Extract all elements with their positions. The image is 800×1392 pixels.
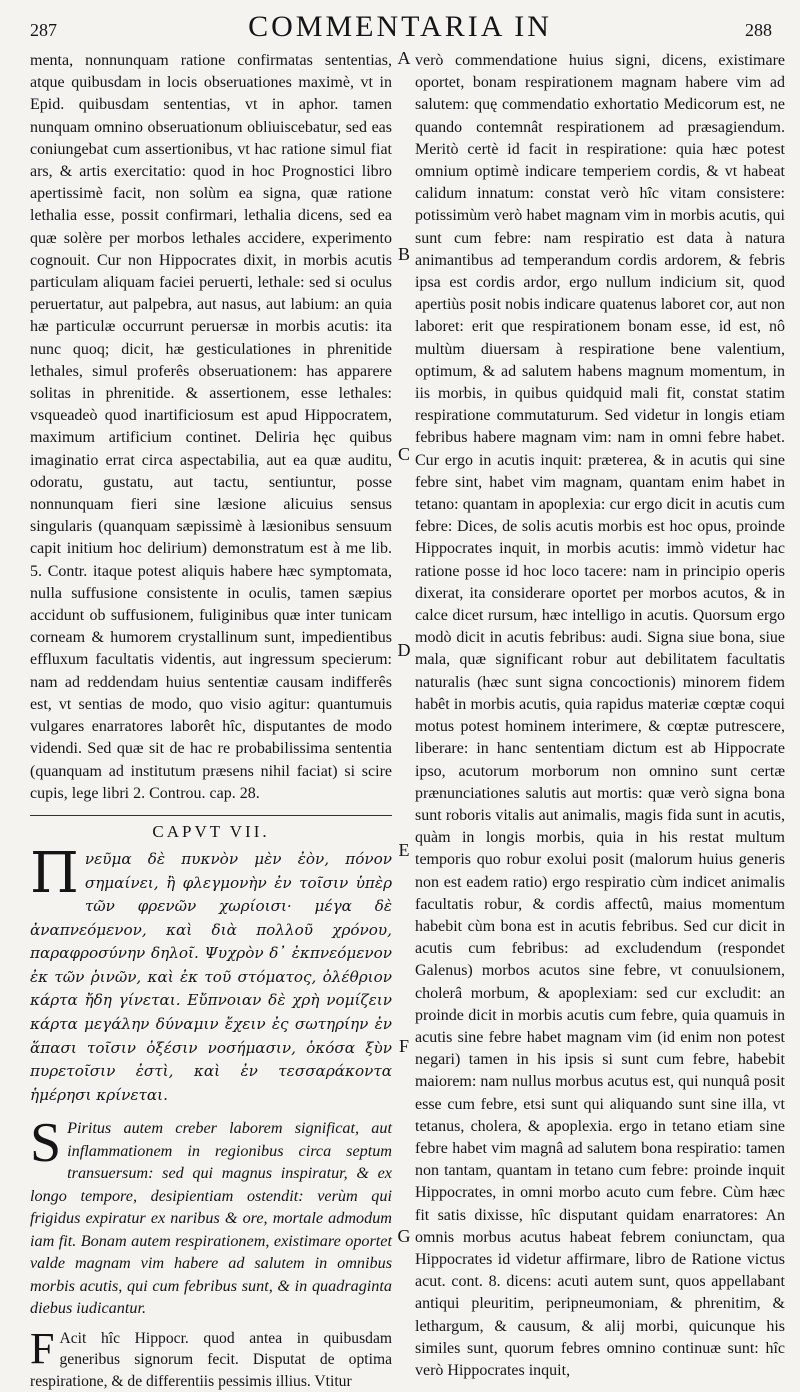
margin-letter-f: F [398, 1036, 409, 1056]
page-header [0, 6, 800, 48]
margin-letter-c: C [397, 444, 410, 464]
latin-dropcap: S [30, 1112, 62, 1175]
commentary-start [30, 1323, 392, 1392]
latin-text: Piritus autem creber laborem significat, aut inflammationem in regionibus circa septum transuersum: sed qui magnus inspiratur, & ex longo tempore, desipientiam ostendit: verùm qui frigidus expiratur ex naribus & ore, mortale admodum iam fit. Bonam autem respirationem, existimare oportet valde magnam vim habere ad salutem in omnibus morbis acutis, qui cum febribus sunt, & in quadraginta diebus iudicantur. [30, 1119, 392, 1318]
page-number-left: 287 [30, 20, 57, 40]
greek-text: νεῦμα δὲ πυκνὸν μὲν ἐὸν, πόνον σημαίνει, ἢ φλεγμονὴν ἐν τοῖσιν ὑπὲρ τῶν φρενῶν χωρίοισι· μέγα δὲ ἀναπνεόμενον, καὶ διὰ πολλοῦ χρόνου, παραφροσύνην δηλοῖ. Ψυχρὸν δ᾽ ἐκπνεόμενον ἐκ τῶν ῥινῶν, καὶ ἐκ τοῦ στόματος, ὀλέθριον κάρτα ἤδη γίνεται. Εὔπνοιαν δὲ χρὴ νομίζειν κάρτα μεγάλην δύναμιν ἔχειν ἐς σωτηρίην ἐν ἅπασι τοῖσιν ὀξέσιν νοσήμασιν, ὁκόσα ξὺν πυρετοῖσιν ἐστὶ, καὶ ἐν τεσσαράκοντα ἡμέρησι κρίνεται. [30, 849, 392, 1104]
right-column [415, 50, 785, 1380]
commentary-paragraph: menta, nonnunquam ratione confirmatas sententias, atque quibusdam in locis obseruationes maximè, vt in Epid. quibusdam sententias, vt in aphor. tamen nunquam omnino obseruationum obliuiscebatur, sed eas coniungebat cum assertionibus, vt hac ratione simul fiat ars, & artis exercitatio: quod in hoc Prognostici libro apertissimè facit, non solùm ea signa, quæ ratione lethalia esse, possit confirmari, lethalia dicens, sed ea quæ solère per morbos lethales accidere, experimento cognouit. Cur non Hippocrates dixit, in morbis acutis particulam aliquam faciei peruerti, lethale: sed si oculus peruertatur, aut palpebra, aut nasus, aut labium: an quia hæ particulæ occurrunt peruersæ in morbis acutis: ita nunc quoq; dicit, hæ gesticulationes in phrenitide lethales, simul proferês obseruationem: has apparere solitas in phrenitide. & assertionem, esse lethales: vsqueadeò quod inartificiosum est apud Hippocratem, maximum artificium continet. Deliria hęc quibus imaginatio errat circa aspectabilia, aut ea quæ auditu, odoratu, gustatu, aut tactu, sentiuntur, posse nonnunquam fieri sine læsione alicuius sensus singularis (quanquam sæpissimè à læsionibus sensuum capit initium hoc delirium) demonstratum est à me lib. 5. Contr. itaque potest aliquis habere hæc symptomata, nulla suffusione consistente in oculis, tamen sæpius accidunt ob suffusionem, fuliginibus quæ inter tunicam corneam & humorem crystallinum sunt, impedientibus effluxum facultatis videntis, aut ingressum specierum: nam ad reddendam huius sententiæ causam indifferês est, vt sentias de modo, quo visio agitur: quantumuis vulgares enarratores laborêt hîc, disputantes de modo videndi. Sed quæ sit de hac re probabilissima sententia (quanquam ad institutum præsens nihil faciat) si scire cupis, lege libri 2. Controu. cap. 28. [30, 52, 392, 802]
margin-letter-e: E [398, 840, 410, 860]
page-number-right: 288 [745, 20, 772, 40]
margin-letter-b: B [397, 244, 410, 264]
commentary-paragraph-right: verò commendatione huius signi, dicens, existimare oportet, bonam respirationem magnam habere vim ad salutem: quę commendatio exhortatio Medicorum est, ne quando contemnât respirationem ad præsagiendum. Meritò certè id facit in respiratione: quia hæc potest omnium optimè indicare temperiem cordis, & vt habeat calidum innatum: constat verò hîc vitam consistere: potissimùm verò habet magnam vim in morbis acutis, qui sunt cum febre: nam respiratio est data à natura animantibus ad temperandum cordis ardorem, & febris ipsa est cordis ardor, ergo nullum indicium sit, quod apertiùs posit nobis indicare quatenus laboret cor, aut non laboret: erit que respirationem bonam esse, id est, nô multùm diuersam à respiratione bene valentium, optimum, & ad salutem habens magnum momentum, in iis morbis, in quibus quidquid mali fit, constat statim respiratione commutaturum. Sed videtur in longis etiam febribus habere magnam vim: nam in omni febre habet. Cur ergo in acutis inquit: præterea, & in acutis qui sine febre sint, habet vim magnam, quantam enim habet in tetano: quantam in apoplexia: cur ergo dicit in acutis cum febre: Dices, de solis acutis morbis est hoc opus, proinde Hippocrates inquit, in morbis acutis: immò videtur hac ratione posse id hoc loco tacere: nam in principio operis dixerat, ita considerare oportet per morbos acutos, & in calce dicet rursum, hæc intelligo in acutis. Quorsum ergo modò dicit in acutis febribus: audi. Signa siue bona, siue mala, quæ significant robur aut debilitatem facultatis naturalis (hæc sunt signa concoctionis) minorem fidem habêt in morbis acutis, quia rapidus materiæ cœptæ coqui motus potest hominem interimere, & cœptæ putrescere, liberare: in hanc sententiam dictum est ab Hippocrate ipso, acutorum morborum non omnino sunt certæ prænunciationes salutis aut mortis: quæ verò signa bona sunt roboris vitalis aut animalis, magis fida sunt in acutis, quàm in longis morbis, quia in his restat multum temporis quo robur exolui posit (malorum huius generis non est eadem ratio) ergo respiratio cùm indicet animalis facultatis robur, & cordis affectû, maius momentum habebit cùm bona est in acutis febribus. Sed cur dicit in acutis cum febribus: ad excludendum (respondet Galenus) morbos acutos sine febre, vt conuulsionem, cholerâ morbum, & apoplexiam: sed cur excludit: an proinde dicit in morbis acutis cum febre, quia quamuis in acutis sine febre habet magnam vim (id enim non potest negari) tamen in his ipsis si sunt cum febre, habebit maiorem: nam nullus morbus acutus est, qui nunquâ posit esse cum febre, etsi sunt qui aliquando sunt sine illa, vt tetanus, cholera, & apoplexia. ergo in tetano etiam sine febre habet vim magnâ ad salutem bona respiratio: tamen non tantam, quantam in tetano cum febre: proinde inquit Hippocrates, in omni morbo acuto cum febre. Cùm hæc fit satis dixisse, hîc disputant quidam enarratores: An omnis morbus acutus habeat febrem coniunctam, qua Hippocrates id videtur affirmare, libro de Ratione victus acut. cont. 8. dicens: acuti autem sunt, quos appellabant antiqui pleuritim, peripneumoniam, & phrenitim, & lethargum, & causum, & alij morbi, quicunque his similes sunt, quorum febres omnino continuæ sunt: hîc verò Hippocrates inquit, [415, 52, 785, 1379]
greek-dropcap: Π [30, 840, 79, 906]
margin-letter-g: G [397, 1226, 411, 1246]
commentary-dropcap: F [30, 1323, 55, 1373]
left-column [30, 50, 392, 1390]
greek-aphorism [30, 840, 392, 1108]
commentary-start-text: Acit hîc Hippocr. quod antea in quibusdam generibus signorum fecit. Disputat de optima respiratione, & de differentiis pessimis illius. Vtitur [30, 1329, 392, 1390]
latin-translation [30, 1112, 392, 1320]
margin-letter-d: D [397, 640, 411, 660]
section-rule [30, 815, 392, 816]
running-title: COMMENTARIA IN [248, 10, 552, 43]
chapter-heading: CAPVT VII. [152, 821, 270, 841]
margin-letter-a: A [397, 48, 411, 68]
